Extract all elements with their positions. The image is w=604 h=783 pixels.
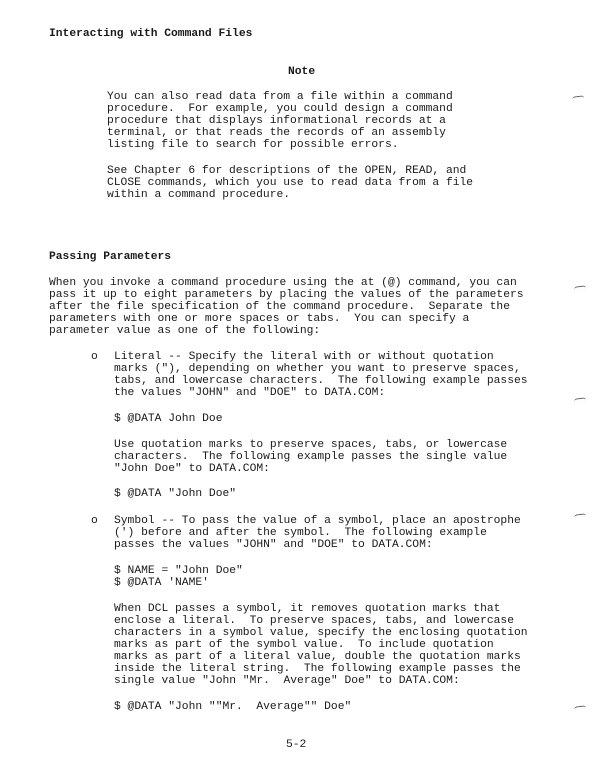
code-example: $ @DATA "John Doe" [114, 488, 237, 500]
change-bar-mark [574, 285, 586, 290]
running-header: Interacting with Command Files [49, 28, 253, 40]
change-bar-mark [574, 705, 586, 710]
change-bar-mark [574, 397, 586, 402]
change-bar-mark [574, 513, 586, 518]
code-example: $ @DATA John Doe [114, 413, 223, 425]
change-bar-mark [572, 95, 584, 100]
code-example: $ NAME = "John Doe" [114, 565, 243, 577]
code-example: $ @DATA "John ""Mr. Average"" Doe" [114, 701, 352, 713]
code-example: $ @DATA 'NAME' [114, 577, 209, 589]
bullet-marker: o [91, 515, 98, 527]
page-number: 5-2 [286, 739, 307, 751]
bullet-marker: o [91, 351, 98, 363]
note-heading: Note [288, 66, 316, 78]
section-heading: Passing Parameters [49, 251, 172, 263]
